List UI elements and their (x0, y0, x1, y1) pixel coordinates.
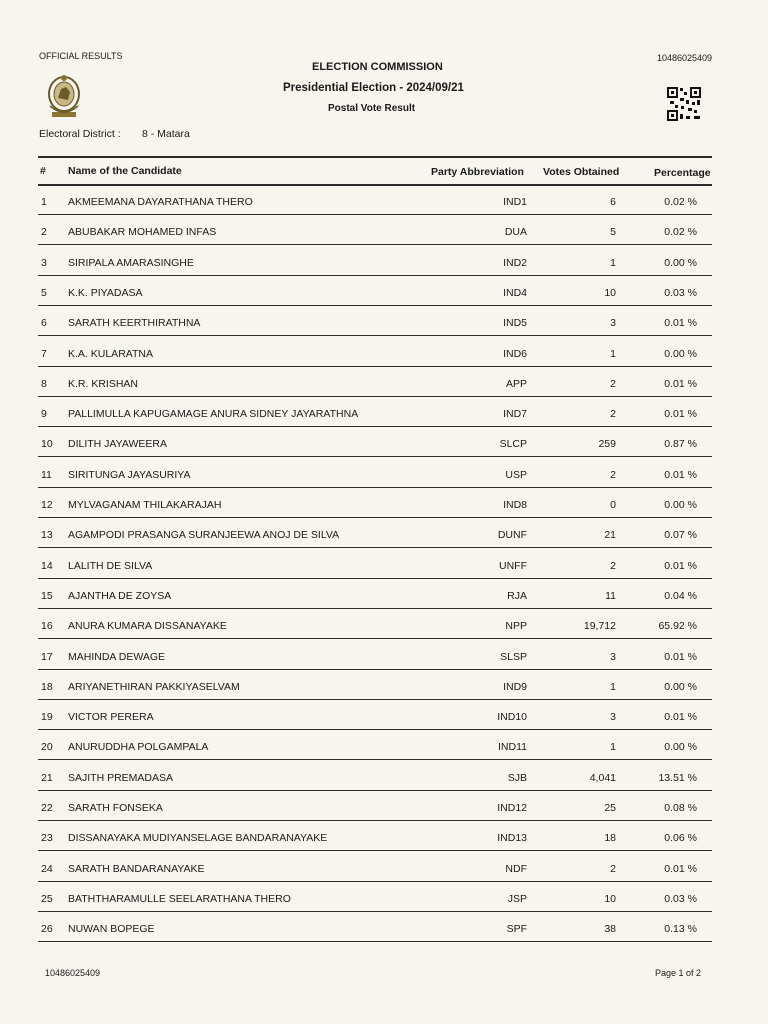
table-row (0, 802, 768, 832)
row-number: 2 (41, 226, 47, 238)
vote-percentage: 0.01 % (664, 378, 697, 390)
row-number: 8 (41, 378, 47, 390)
table-row (0, 257, 768, 287)
doc-id-top: 10486025409 (657, 53, 713, 63)
row-number: 6 (41, 317, 47, 329)
party-abbreviation: SJB (507, 772, 527, 784)
votes-obtained: 6 (610, 196, 616, 208)
row-number: 11 (41, 469, 52, 481)
votes-obtained: 2 (610, 408, 616, 420)
col-votes-header: Votes Obtained (543, 166, 620, 178)
votes-obtained: 2 (610, 378, 616, 390)
row-number: 24 (41, 863, 53, 875)
district-value: 8 - Matara (142, 128, 190, 140)
row-divider (38, 608, 712, 609)
table-top-rule (38, 156, 712, 158)
table-row (0, 226, 768, 256)
party-abbreviation: RJA (507, 590, 527, 602)
row-divider (38, 881, 712, 882)
vote-percentage: 65.92 % (658, 620, 697, 632)
votes-obtained: 25 (604, 802, 616, 814)
votes-obtained: 10 (604, 287, 616, 299)
table-row (0, 863, 768, 893)
table-row (0, 711, 768, 741)
party-abbreviation: IND10 (497, 711, 527, 723)
qr-code-icon (666, 86, 702, 122)
table-row (0, 469, 768, 499)
vote-percentage: 0.87 % (664, 438, 697, 450)
vote-percentage: 0.01 % (664, 317, 697, 329)
row-number: 20 (41, 741, 53, 753)
row-divider (38, 759, 712, 760)
row-number: 17 (41, 651, 53, 663)
votes-obtained: 1 (610, 681, 616, 693)
row-number: 14 (41, 560, 53, 572)
row-divider (38, 790, 712, 791)
row-divider (38, 487, 712, 488)
table-row (0, 499, 768, 529)
candidate-name: AJANTHA DE ZOYSA (68, 590, 172, 602)
vote-percentage: 0.01 % (664, 863, 697, 875)
table-row (0, 651, 768, 681)
row-number: 13 (41, 529, 53, 541)
votes-obtained: 2 (610, 863, 616, 875)
row-divider (38, 517, 712, 518)
votes-obtained: 2 (610, 560, 616, 572)
row-divider (38, 426, 712, 427)
row-divider (38, 244, 712, 245)
row-number: 1 (41, 196, 47, 208)
vote-percentage: 0.00 % (664, 741, 697, 753)
candidate-name: ANURA KUMARA DISSANAYAKE (68, 620, 227, 632)
row-number: 25 (41, 893, 53, 905)
vote-percentage: 0.01 % (664, 711, 697, 723)
row-divider (38, 669, 712, 670)
vote-percentage: 0.01 % (664, 469, 697, 481)
candidate-name: SIRIPALA AMARASINGHE (68, 257, 194, 269)
row-divider (38, 850, 712, 851)
sri-lanka-emblem-icon (44, 72, 84, 120)
vote-percentage: 0.01 % (664, 408, 697, 420)
party-abbreviation: NPP (505, 620, 527, 632)
candidate-name: MYLVAGANAM THILAKARAJAH (68, 499, 222, 511)
candidate-name: DISSANAYAKA MUDIYANSELAGE BANDARANAYAKE (68, 832, 328, 844)
row-divider (38, 941, 712, 942)
table-row (0, 378, 768, 408)
table-row (0, 438, 768, 468)
candidate-name: SARATH KEERTHIRATHNA (68, 317, 201, 329)
table-row (0, 560, 768, 590)
votes-obtained: 19,712 (583, 620, 616, 632)
row-divider (38, 396, 712, 397)
row-divider (38, 214, 712, 215)
vote-percentage: 0.13 % (664, 923, 697, 935)
candidate-name: AGAMPODI PRASANGA SURANJEEWA ANOJ DE SILVA (68, 529, 340, 541)
party-abbreviation: IND6 (503, 348, 527, 360)
party-abbreviation: SPF (506, 923, 527, 935)
votes-obtained: 21 (604, 529, 616, 541)
table-row (0, 923, 768, 953)
candidate-name: ANURUDDHA POLGAMPALA (68, 741, 209, 753)
table-row (0, 832, 768, 862)
row-divider (38, 699, 712, 700)
row-divider (38, 456, 712, 457)
votes-obtained: 11 (605, 590, 616, 602)
row-number: 21 (41, 772, 53, 784)
candidate-name: LALITH DE SILVA (68, 560, 153, 572)
row-divider (38, 335, 712, 336)
vote-percentage: 0.06 % (664, 832, 697, 844)
candidate-name: K.K. PIYADASA (68, 287, 143, 299)
candidate-name: NUWAN BOPEGE (68, 923, 155, 935)
row-number: 22 (41, 802, 53, 814)
table-row (0, 408, 768, 438)
votes-obtained: 3 (610, 711, 616, 723)
candidate-name: K.A. KULARATNA (68, 348, 153, 360)
row-divider (38, 638, 712, 639)
party-abbreviation: IND1 (503, 196, 527, 208)
vote-percentage: 0.01 % (664, 560, 697, 572)
row-number: 9 (41, 408, 47, 420)
candidate-name: SIRITUNGA JAYASURIYA (68, 469, 191, 481)
vote-percentage: 13.51 % (658, 772, 697, 784)
row-number: 10 (41, 438, 53, 450)
row-divider (38, 275, 712, 276)
election-title: Presidential Election - 2024/09/21 (283, 82, 464, 94)
row-number: 18 (41, 681, 53, 693)
vote-percentage: 0.04 % (664, 590, 697, 602)
votes-obtained: 1 (610, 257, 616, 269)
candidate-name: K.R. KRISHAN (68, 378, 139, 390)
party-abbreviation: APP (505, 378, 527, 390)
row-divider (38, 820, 712, 821)
candidate-name: MAHINDA DEWAGE (68, 651, 166, 663)
party-abbreviation: DUNF (497, 529, 527, 541)
votes-obtained: 3 (610, 317, 616, 329)
vote-percentage: 0.03 % (664, 287, 697, 299)
commission-title: ELECTION COMMISSION (312, 61, 443, 73)
doc-id-bottom: 10486025409 (45, 968, 101, 978)
candidate-name: PALLIMULLA KAPUGAMAGE ANURA SIDNEY JAYARATHNA (68, 408, 359, 420)
page-number: Page 1 of 2 (655, 968, 702, 978)
row-divider (38, 366, 712, 367)
table-row (0, 620, 768, 650)
row-divider (38, 578, 712, 579)
vote-percentage: 0.07 % (664, 529, 697, 541)
table-row (0, 196, 768, 226)
table-row (0, 287, 768, 317)
party-abbreviation: SLSP (500, 651, 527, 663)
vote-percentage: 0.00 % (664, 257, 697, 269)
party-abbreviation: IND9 (503, 681, 527, 693)
party-abbreviation: NDF (505, 863, 527, 875)
votes-obtained: 2 (610, 469, 616, 481)
table-row (0, 590, 768, 620)
table-row (0, 529, 768, 559)
table-row (0, 348, 768, 378)
party-abbreviation: IND4 (503, 287, 527, 299)
col-name-header: Name of the Candidate (68, 165, 182, 177)
candidate-name: AKMEEMANA DAYARATHANA THERO (68, 196, 253, 208)
votes-obtained: 1 (610, 741, 616, 753)
party-abbreviation: IND2 (503, 257, 527, 269)
row-divider (38, 547, 712, 548)
votes-obtained: 4,041 (589, 772, 616, 784)
party-abbreviation: USP (505, 469, 527, 481)
vote-percentage: 0.03 % (664, 893, 697, 905)
candidate-name: DILITH JAYAWEERA (68, 438, 167, 450)
district-label: Electoral District : (39, 128, 121, 140)
row-number: 15 (41, 590, 53, 602)
candidate-name: BATHTHARAMULLE SEELARATHANA THERO (68, 893, 291, 905)
party-abbreviation: IND11 (498, 741, 527, 753)
party-abbreviation: IND8 (503, 499, 527, 511)
vote-percentage: 0.00 % (664, 499, 697, 511)
row-number: 3 (41, 257, 47, 269)
candidate-name: ARIYANETHIRAN PAKKIYASELVAM (68, 681, 240, 693)
votes-obtained: 10 (604, 893, 616, 905)
votes-obtained: 38 (604, 923, 616, 935)
row-number: 16 (41, 620, 53, 632)
official-results-label: OFFICIAL RESULTS (39, 51, 123, 61)
votes-obtained: 3 (610, 651, 616, 663)
party-abbreviation: DUA (504, 226, 527, 238)
party-abbreviation: IND13 (497, 832, 527, 844)
col-party-header: Party Abbreviation (431, 166, 524, 178)
votes-obtained: 18 (604, 832, 616, 844)
party-abbreviation: UNFF (499, 560, 527, 572)
row-number: 7 (41, 348, 47, 360)
vote-percentage: 0.00 % (664, 681, 697, 693)
row-divider (38, 729, 712, 730)
row-number: 26 (41, 923, 53, 935)
party-abbreviation: JSP (507, 893, 527, 905)
vote-percentage: 0.08 % (664, 802, 697, 814)
table-row (0, 893, 768, 923)
col-num-header: # (40, 165, 46, 177)
party-abbreviation: SLCP (499, 438, 527, 450)
vote-percentage: 0.02 % (664, 226, 697, 238)
row-number: 19 (41, 711, 53, 723)
table-row (0, 317, 768, 347)
row-number: 5 (41, 287, 47, 299)
votes-obtained: 1 (610, 348, 616, 360)
row-number: 23 (41, 832, 53, 844)
votes-obtained: 5 (610, 226, 616, 238)
row-divider (38, 911, 712, 912)
result-type: Postal Vote Result (328, 103, 416, 114)
party-abbreviation: IND5 (503, 317, 527, 329)
vote-percentage: 0.01 % (664, 651, 697, 663)
table-row (0, 681, 768, 711)
row-number: 12 (41, 499, 53, 511)
vote-percentage: 0.00 % (664, 348, 697, 360)
candidate-name: SARATH BANDARANAYAKE (68, 863, 205, 875)
votes-obtained: 0 (610, 499, 616, 511)
candidate-name: ABUBAKAR MOHAMED INFAS (68, 226, 217, 238)
table-row (0, 741, 768, 771)
table-row (0, 772, 768, 802)
party-abbreviation: IND7 (503, 408, 527, 420)
row-divider (38, 305, 712, 306)
votes-obtained: 259 (598, 438, 616, 450)
candidate-name: SAJITH PREMADASA (68, 772, 174, 784)
table-header-rule (38, 184, 712, 186)
vote-percentage: 0.02 % (664, 196, 697, 208)
col-pct-header: Percentage (654, 167, 711, 179)
candidate-name: VICTOR PERERA (68, 711, 154, 723)
candidate-name: SARATH FONSEKA (68, 802, 163, 814)
party-abbreviation: IND12 (497, 802, 527, 814)
